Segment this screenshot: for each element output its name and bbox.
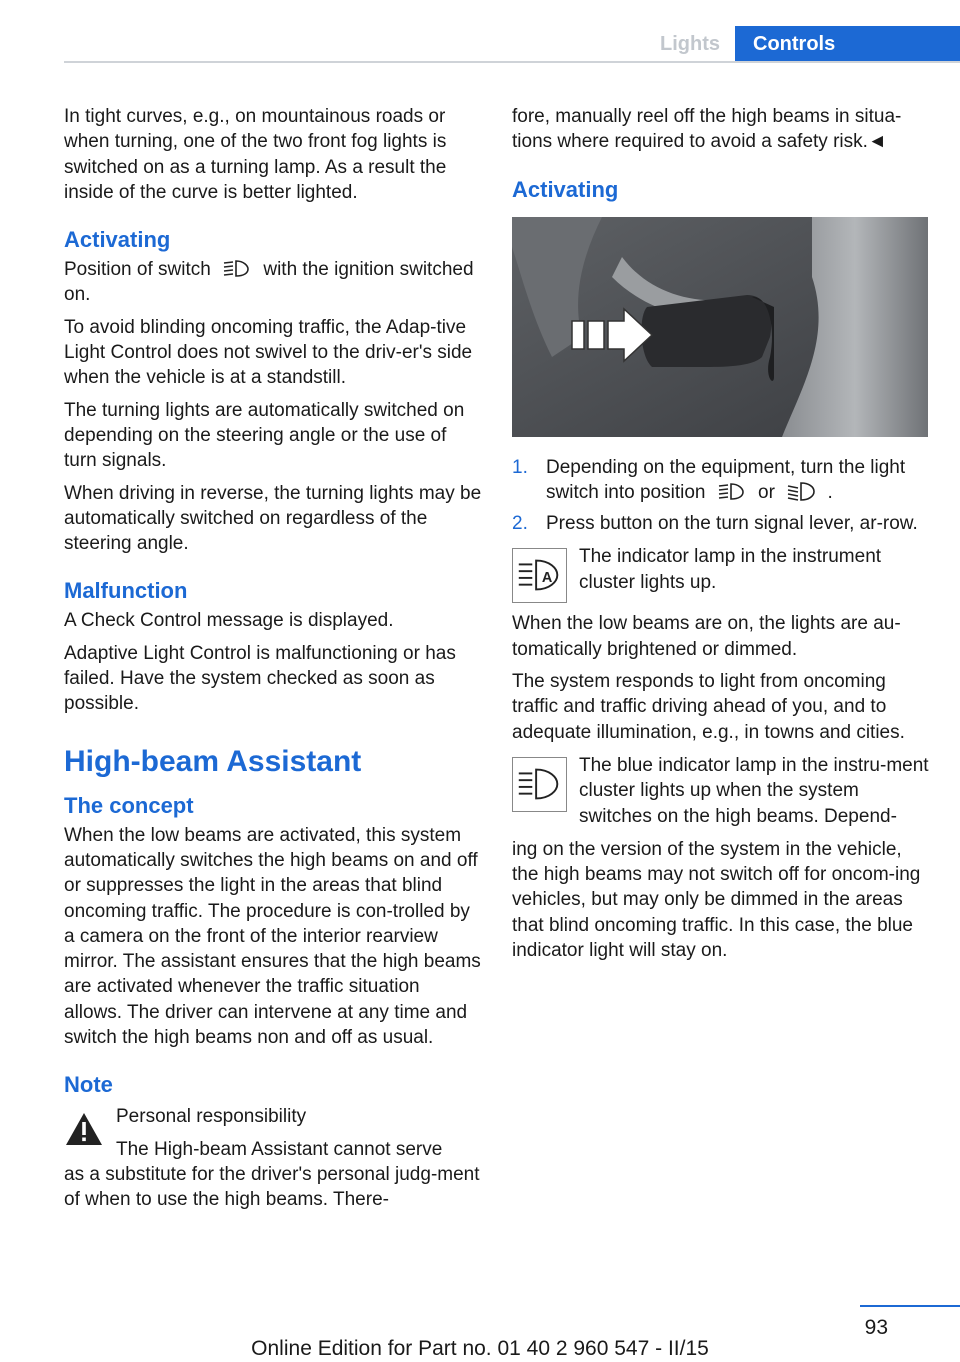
note-block [64,1104,482,1162]
note-text-a: The High-beam Assistant cannot serve [116,1138,443,1160]
step-text: Press button on the turn signal lever, ar‐row. [546,513,918,535]
heading-activating-right: Activating [512,176,619,202]
list-item [512,455,930,506]
paragraph-check: A Check Control message is displayed. [64,610,394,632]
tab-controls[interactable]: Controls [735,26,960,62]
fog-turning-light-icon [717,481,747,501]
edition-text: Online Edition for Part no. 01 40 2 960 547 - II/15 [251,1337,709,1360]
paragraph-low-beams: When the low beams are on, the lights are au‐tomatically brightened or dimmed. [512,613,901,660]
page-number: 93 [864,1316,888,1339]
position-text-post: with the ignition switched on. [64,259,474,306]
fog-turning-light-icon [222,258,252,278]
low-beam-icon [786,481,816,501]
indicator-text-1: The indicator lamp in the instrument cluster lights up. [579,546,882,593]
step-text [546,455,930,506]
turn-signal-lever-photo [512,217,928,437]
footer-rule [860,1305,960,1307]
heading-activating: Activating [64,227,171,253]
paragraph-version: ing on the version of the system in the vehicle, the high beams may not switch off for oncom‐ing vehicles, but may only be dimmed in the areas that blind oncoming traffic. In this case, the blue indicator light will stay on. [512,838,921,962]
paragraph-concept: When the low beams are activated, this system automatically switches the high beams on and off or suppresses the light in the areas that blind oncoming traffic. The procedure is con‐trolled by a camera on the front of the interior rearview mirror. The assistant ensures that the high beams are activated whenever the traffic situation allows. The driver can intervene at any time and switch the high beams non and off as usual. [64,824,481,1049]
paragraph-avoid: To avoid blinding oncoming traffic, the Adap‐tive Light Control does not swivel to the driv‐er's side when the vehicle is at a standstill. [64,316,473,389]
heading-concept: The concept [64,792,194,818]
high-beam-assistant-indicator-icon [512,548,567,603]
note-text-b: as a substitute for the driver's personal judg‐ment of when to use the high beams. There‐ [64,1163,480,1211]
svg-text:A: A [541,570,553,587]
indicator-assistant-row [512,544,930,603]
step-number: 2. [512,513,528,535]
warning-triangle-icon [64,1110,104,1148]
paragraph-reverse: When driving in reverse, the turning lights may be automatically switched on regardless of the steering angle. [64,482,482,555]
left-column [64,104,482,1220]
list-item [512,511,930,536]
header-rule [64,61,960,63]
paragraph-continued: fore, manually reel off the high beams in situa‐tions where required to avoid a safety risk.◄ [512,106,902,153]
tab-lights[interactable]: Lights [660,33,720,55]
step-1-text-pre: Depending on the equipment, turn the light switch into position [546,456,906,503]
paragraph-failed: Adaptive Light Control is malfunctioning or has failed. Have the system checked as soon as possible. [64,642,456,715]
note-title: Personal responsibility [116,1106,307,1128]
step-1-text-post: . [827,481,833,503]
position-text-pre: Position of switch [64,259,211,281]
paragraph-position [64,257,482,308]
high-beam-indicator-icon [512,757,567,812]
indicator-text-2: The blue indicator lamp in the instru‐ment cluster lights up when the system switches on the high beams. Depend‐ [579,754,929,827]
paragraph-turning: In tight curves, e.g., on mountainous roads or when turning, one of the two front fog lights is switched on as a turning lamp. As a result the inside of the curve is better lighted. [64,106,447,203]
indicator-high-beam-row [512,753,930,829]
step-number: 1. [512,456,528,478]
paragraph-auto: The turning lights are automatically switched on depending on the steering angle or the use of turn signals. [64,399,465,472]
paragraph-responds: The system responds to light from oncoming traffic and traffic driving ahead of you, and to adequate illumination, e.g., in towns and cities. [512,671,905,743]
heading-note: Note [64,1072,113,1098]
heading-malfunction: Malfunction [64,578,188,604]
heading-high-beam-assistant: High-beam Assistant [64,744,362,778]
steps-list [512,455,930,537]
right-column [512,104,930,970]
step-1-text-mid: or [758,481,775,503]
